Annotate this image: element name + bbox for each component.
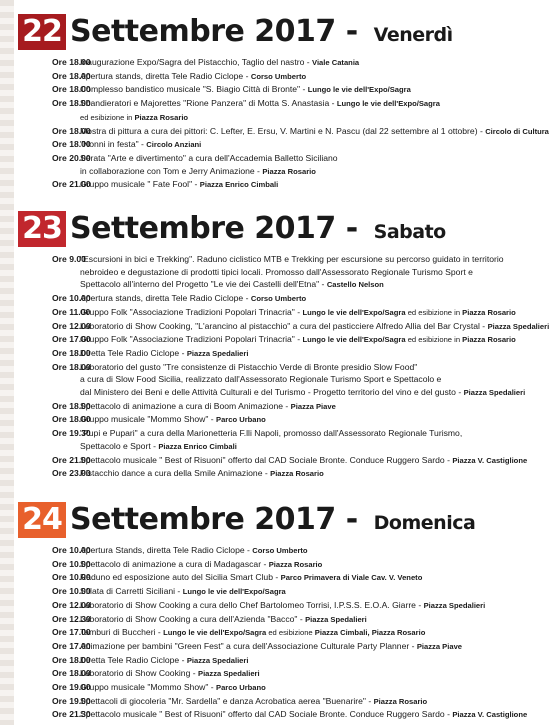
event-description [80,667,544,681]
event-description [80,83,544,97]
event-line [80,413,544,427]
event-text: Tamburi di Buccheri - [80,627,164,638]
event-time: Ore 19.30 [52,428,91,439]
event-description [80,178,544,192]
event-line [80,558,544,572]
event-line [80,56,544,70]
event-location: Piazza Spedalieri [487,321,550,331]
event-line [80,695,544,709]
day-weekday: Venerdì [373,24,453,46]
event-time: Ore 20.00 [52,152,91,163]
event-line [80,708,544,722]
event-row [18,654,544,668]
event-row [18,253,544,292]
event-location: Circolo di Cultura [485,126,549,136]
event-text: Diretta Tele Radio Ciclope - [80,654,187,665]
event-text: Spettacolo e Sport - [80,440,159,451]
event-row [18,97,544,124]
event-row [18,292,544,306]
event-line [80,544,544,558]
event-location: Piazza Spedalieri [186,348,249,358]
event-description [80,654,544,668]
event-line [80,278,544,292]
event-row [18,467,544,481]
event-line [80,626,544,640]
event-text: Serata "Arte e divertimento" a cura dell'Accademia Balletto Siciliano [80,152,338,163]
event-description [80,467,544,481]
event-text: Spettacolo di animazione a cura di Madagascar - [80,558,269,569]
event-line [80,440,544,454]
event-description [80,70,544,84]
event-text: Gruppo Folk "Associazione Tradizioni Popolari Trinacria" - [80,306,303,317]
decorative-edge-stripe [0,0,14,725]
event-location: Piazza Rosario [373,696,428,706]
event-location: Lungo le vie dell'Expo/Sagra [182,587,286,597]
event-list [18,56,549,192]
event-location: Piazza Spedalieri [305,614,367,624]
day-title-text: Settembre 2017 [70,502,336,537]
event-time: Ore 21.30 [52,709,91,720]
event-description [80,306,544,320]
event-line [80,292,544,306]
event-description [80,97,544,124]
event-row [18,333,544,347]
day-weekday: Domenica [373,512,476,534]
day-number-badge: 22 [18,14,66,50]
event-time: Ore 21.00 [52,454,91,465]
event-line [80,320,549,334]
day-number-badge: 23 [18,211,66,247]
event-time: Ore 21.00 [52,179,91,190]
event-location: Piazza Enrico Cimbali [199,180,279,190]
event-line [80,178,544,192]
event-text: in collaborazione con Tom e Jerry Animazione - [80,165,263,176]
event-description [80,695,544,709]
event-row [18,125,549,139]
event-time: Ore 18.00 [52,361,91,372]
event-line [80,681,544,695]
event-location: Piazza Spedalieri [423,600,486,610]
event-time: Ore 18.00 [52,668,91,679]
event-description [80,454,544,468]
event-location: Piazza Rosario [262,166,316,176]
event-row [18,613,544,627]
event-line [80,361,544,374]
event-location: Lungo le vie dell'Expo/Sagra [302,335,406,345]
event-list [18,544,544,722]
event-text: Sbandieratori e Majorettes "Rione Panzera" di Motta S. Anastasia - [80,98,337,109]
event-line [80,165,544,179]
day-title-text: Settembre 2017 [70,211,336,246]
event-text: Spettacolo musicale " Best of Risuoni" offerto dal CAD Sociale Bronte. Conduce Ruggero Sardo - [80,709,453,720]
day-number-badge: 24 [18,502,66,538]
event-time: Ore 10.00 [52,293,91,304]
day-title [70,502,475,541]
day-section-23 [18,211,550,481]
event-row [18,361,544,400]
event-line [80,467,544,481]
event-note: ed esibizione in [405,307,463,317]
event-location: Piazza Enrico Cimbali [158,441,237,451]
event-time: Ore 12.30 [52,613,91,624]
event-row [18,544,544,558]
event-line [80,386,544,400]
day-section-24 [18,502,544,722]
event-location: Castello Nelson [326,280,384,290]
day-header [18,14,544,52]
event-time: Ore 18.00 [52,347,91,358]
event-line [80,125,549,139]
event-row [18,667,544,681]
event-row [18,695,544,709]
event-location: Parco Urbano [216,415,266,425]
event-text: Animazione per bambini "Green Fest" a cura dell'Associazione Culturale Party Planner - [80,640,417,651]
day-title [70,14,453,53]
event-time: Ore 18.00 [52,400,91,411]
event-location: Lungo le vie dell'Expo/Sagra [336,99,440,109]
event-text: Gruppo musicale "Mommo Show" - [80,414,217,425]
event-text: Pistacchio dance a cura della Smile Animazione - [80,468,271,479]
event-description [80,361,544,400]
event-location: Piazza Piave [290,401,336,411]
event-line [80,427,544,440]
event-line [80,640,544,654]
event-location: Piazza Rosario [134,112,189,122]
event-location: Lungo le vie dell'Expo/Sagra [302,307,406,317]
event-description [80,253,544,292]
event-text: Laboratorio di Show Cooking - [80,668,198,679]
event-description [80,413,544,427]
event-line [80,400,544,414]
event-time: Ore 19.00 [52,695,91,706]
event-time: Ore 10.00 [52,586,91,597]
event-row [18,585,544,599]
event-text: nebroideo e degustazione di prodotti tipici locali. Promosso dall'Assessorato Regionale Turismo Sport e [80,266,473,277]
event-text: "Pupi e Pupari" a cura della Marionetteria F.lli Napoli, promosso dall'Assessorato Regionale Turismo, [80,428,463,439]
event-row [18,427,544,453]
event-row [18,400,544,414]
event-line [80,138,544,152]
event-line [80,152,544,165]
event-location: Viale Catania [312,58,360,67]
event-line [80,667,544,681]
event-time: Ore 18.00 [52,414,91,425]
event-description [80,125,549,139]
event-location: Piazza Rosario [268,559,323,569]
event-time: Ore 9.00 [52,254,86,264]
event-description [80,558,544,572]
event-text: Gruppo musicale "Mommo Show" - [80,682,217,693]
event-row [18,626,544,640]
event-description [80,320,549,334]
event-time: Ore 19.00 [52,682,91,693]
event-location: Circolo Anziani [146,140,202,150]
event-note: ed esibizione in [405,335,463,345]
event-text: Apertura stands, diretta Tele Radio Ciclope - [80,293,251,304]
event-line [80,613,544,627]
event-text: Gruppo musicale " Fate Fool" - [80,179,200,190]
event-text: Laboratorio di Show Cooking a cura dell'Azienda "Bacco" - [80,613,306,624]
event-description [80,138,544,152]
event-time: Ore 18.00 [52,57,91,67]
event-text: Spettacolo all'interno del Progetto "Le vie dei Castelli dell'Etna" - [80,279,327,290]
event-row [18,708,544,722]
event-line [80,599,544,613]
event-time: Ore 18.00 [52,125,91,136]
event-text: Inaugurazione Expo/Sagra del Pistacchio, Taglio del nastro - [80,57,313,67]
event-text: Gruppo Folk "Associazione Tradizioni Popolari Trinacria" - [80,334,303,345]
event-text: Laboratorio del gusto "Tre consistenze di Pistacchio Verde di Bronte presidio Slow Food" [80,361,418,372]
event-description [80,585,544,599]
event-location: Parco Urbano [216,683,266,693]
event-time: Ore 11.00 [52,306,91,317]
event-text: Apertura Stands, diretta Tele Radio Ciclope - [80,545,253,555]
event-text: Mostra di pittura a cura dei pittori: C. Lefter, E. Ersu, V. Martini e N. Pascu (dal 22 settembre al 1 ottobre) - [80,125,486,136]
event-time: Ore 10.00 [52,558,91,569]
event-line [80,654,544,668]
event-description [80,708,544,722]
event-time: Ore 18.00 [52,98,91,109]
event-list [18,253,550,481]
event-location: Piazza Spedalieri [463,388,526,398]
event-text: "Escursioni in bici e Trekking". Raduno ciclistico MTB e Trekking per escursione su percorso guidato in territorio [80,254,504,264]
event-row [18,56,544,70]
event-text: "Nonni in festa" - [80,139,147,150]
event-row [18,347,544,361]
event-location: Piazza Rosario [462,335,516,345]
event-time: Ore 10.00 [52,545,91,555]
event-description [80,427,544,453]
event-time: Ore 17.00 [52,627,91,638]
event-description [80,292,544,306]
event-row [18,681,544,695]
event-time: Ore 18.00 [52,84,91,95]
event-row [18,640,544,654]
event-description [80,347,544,361]
event-description [80,626,544,640]
event-description [80,544,544,558]
event-description [80,599,544,613]
event-location: Corso Umberto [250,71,307,81]
event-line [80,347,544,361]
event-text: Sfilata di Carretti Siciliani - [80,586,183,597]
day-header [18,502,544,540]
event-line [80,266,544,279]
event-line [80,571,544,585]
event-line [80,373,544,386]
event-row [18,178,544,192]
event-line [80,585,544,599]
day-section-22 [18,14,549,192]
event-row [18,599,544,613]
event-location: Piazza V. Castiglione [452,455,528,465]
event-line [80,97,544,111]
event-time: Ore 18.00 [52,139,91,150]
event-line [80,306,544,320]
event-time: Ore 12.00 [52,599,91,610]
event-time: Ore 17.00 [52,334,91,345]
event-description [80,400,544,414]
event-description [80,333,544,347]
event-time: Ore 18.00 [52,70,91,81]
event-location: Piazza Spedalieri [198,669,260,679]
day-weekday: Sabato [373,221,446,243]
event-line [80,454,544,468]
event-line [80,83,544,97]
event-row [18,70,544,84]
event-time: Ore 18.00 [52,654,91,665]
event-location: Piazza V. Castiglione [452,710,528,720]
event-text: Spettacolo musicale " Best of Risuoni" offerto dal CAD Sociale Bronte. Conduce Ruggero Sardo - [80,454,453,465]
event-time: Ore 23.00 [52,468,91,479]
event-row [18,83,544,97]
event-line [80,111,544,125]
event-time: Ore 12.00 [52,320,91,331]
event-text: Complesso bandistico musicale "S. Biagio Città di Bronte" - [80,84,308,95]
event-time: Ore 17.00 [52,640,91,651]
event-location: Lungo le vie dell'Expo/Sagra [307,85,411,95]
event-text: a cura di Slow Food Sicilia, realizzato dall'Assessorato Regionale Turismo Sport e Spettacolo e [80,374,442,385]
event-line [80,333,544,347]
event-location: Piazza Rosario [462,307,516,317]
event-text: Diretta Tele Radio Ciclope - [80,347,187,358]
event-note: ed esibizione [266,628,315,638]
day-title [70,211,446,250]
event-location: Piazza Spedalieri [186,655,249,665]
event-location: Corso Umberto [250,294,307,304]
event-location: Piazza Piave [416,641,463,651]
event-description [80,56,544,70]
event-row [18,454,544,468]
event-description [80,640,544,654]
event-text: dal Ministero dei Beni e delle Attività Culturali e del Turismo - Progetto territorio del vino e del gusto - [80,387,464,398]
event-note: ed esibizione in [80,112,135,122]
event-location: Piazza Cimbali, Piazza Rosario [314,628,426,638]
event-text: Apertura stands, diretta Tele Radio Ciclope - [80,70,251,81]
event-description [80,152,544,178]
event-time: Ore 10.00 [52,572,91,583]
event-row [18,306,544,320]
day-header [18,211,544,249]
event-description [80,681,544,695]
event-line [80,253,544,266]
event-location: Parco Primavera di Viale Cav. V. Veneto [280,573,423,583]
event-row [18,320,550,334]
event-text: Laboratorio di Show Cooking, "L'arancino al pistacchio" a cura del pasticciere Alfredo Allia del Bar Crystal - [80,320,488,331]
day-title-separator: - [335,211,368,246]
event-location: Piazza Rosario [270,469,324,479]
event-location: Lungo le vie dell'Expo/Sagra [163,628,267,638]
event-text: Raduno ed esposizione auto del Sicilia Smart Club - [80,572,281,583]
day-title-separator: - [335,502,368,537]
event-description [80,613,544,627]
event-row [18,558,544,572]
day-title-separator: - [335,14,368,49]
event-description [80,571,544,585]
event-location: Corso Umberto [252,546,308,555]
day-title-text: Settembre 2017 [70,14,336,49]
event-row [18,571,544,585]
event-row [18,138,544,152]
event-line [80,70,544,84]
event-text: Spettacolo di animazione a cura di Boom Animazione - [80,400,291,411]
event-row [18,152,544,178]
event-text: Laboratorio di Show Cooking a cura dello Chef Bartolomeo Torrisi, I.P.S.S. E.O.A. Giarre - [80,599,424,610]
event-row [18,413,544,427]
event-text: Spettacoli di giocoleria "Mr. Sardella" e danza Acrobatica aerea "Buenarire" - [80,695,374,706]
